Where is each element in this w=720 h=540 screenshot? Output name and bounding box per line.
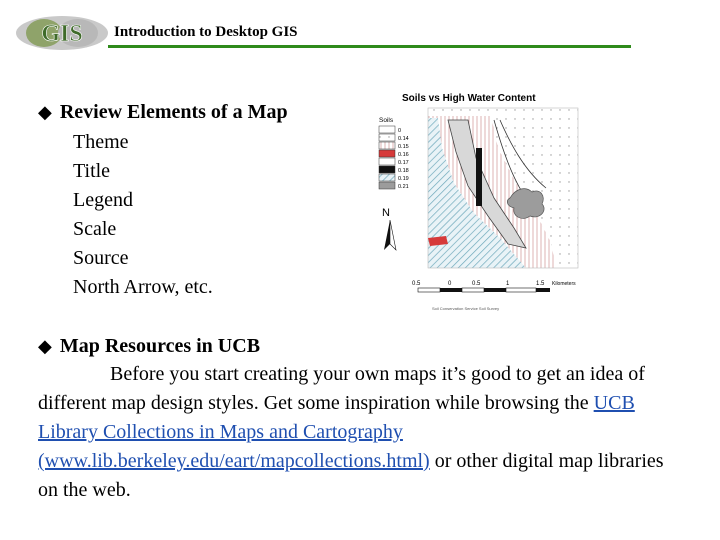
map-title: Soils vs High Water Content xyxy=(402,93,536,104)
map-elements-list xyxy=(73,128,288,302)
resources-section xyxy=(38,334,260,358)
resources-heading: Map Resources in UCB xyxy=(59,335,261,357)
list-item: Theme xyxy=(73,131,129,153)
diamond-bullet-icon: ◆ xyxy=(38,102,52,122)
example-map-figure xyxy=(376,88,586,318)
map-source: Soil Conservation Service Soil Survey xyxy=(432,306,500,311)
svg-text:0.21: 0.21 xyxy=(398,184,409,190)
map-legend xyxy=(379,126,409,190)
slide-header xyxy=(0,0,720,60)
list-item: Source xyxy=(73,247,129,269)
svg-text:Kilometers: Kilometers xyxy=(552,281,576,287)
svg-text:0.19: 0.19 xyxy=(398,176,409,182)
soil-dark-patch xyxy=(476,148,482,206)
svg-text:0.15: 0.15 xyxy=(398,144,409,150)
svg-text:0.16: 0.16 xyxy=(398,152,409,158)
svg-text:0.18: 0.18 xyxy=(398,168,409,174)
resources-paragraph xyxy=(38,360,678,505)
svg-text:0: 0 xyxy=(448,281,452,287)
list-item: Legend xyxy=(73,189,133,211)
svg-text:GIS: GIS xyxy=(41,21,83,47)
north-arrow-icon xyxy=(384,220,390,250)
gis-logo xyxy=(14,14,110,52)
svg-text:0.5: 0.5 xyxy=(472,281,481,287)
diamond-bullet-icon: ◆ xyxy=(38,336,52,356)
svg-text:1: 1 xyxy=(506,281,510,287)
review-section xyxy=(38,100,288,302)
list-item: Title xyxy=(73,160,111,182)
svg-text:0: 0 xyxy=(398,128,402,134)
scale-bar xyxy=(412,281,576,292)
paragraph-text-end: or other digital map libraries on the web. xyxy=(38,450,664,501)
paragraph-text: Before you start creating your own maps it’s good to get an idea of different map design styles. Get some inspiration while browsing the xyxy=(38,363,645,414)
svg-text:1.5: 1.5 xyxy=(536,281,545,287)
ucb-map-collections-link[interactable]: UCB Library Collections in Maps and Cartography (www.lib.berkeley.edu/eart/mapcollections.html) xyxy=(38,392,635,472)
resources-heading-line xyxy=(38,334,260,358)
slide-title: Introduction to Desktop GIS xyxy=(114,24,298,40)
svg-text:0.5: 0.5 xyxy=(412,281,421,287)
list-item: Scale xyxy=(73,218,117,240)
title-underline xyxy=(108,45,631,48)
svg-text:0.17: 0.17 xyxy=(398,160,409,166)
review-heading-line xyxy=(38,100,288,124)
svg-text:0.14: 0.14 xyxy=(398,136,409,142)
list-item: North Arrow, etc. xyxy=(73,276,213,298)
legend-title: Soils xyxy=(379,117,394,124)
north-label: N xyxy=(382,207,390,219)
review-heading: Review Elements of a Map xyxy=(59,101,288,123)
